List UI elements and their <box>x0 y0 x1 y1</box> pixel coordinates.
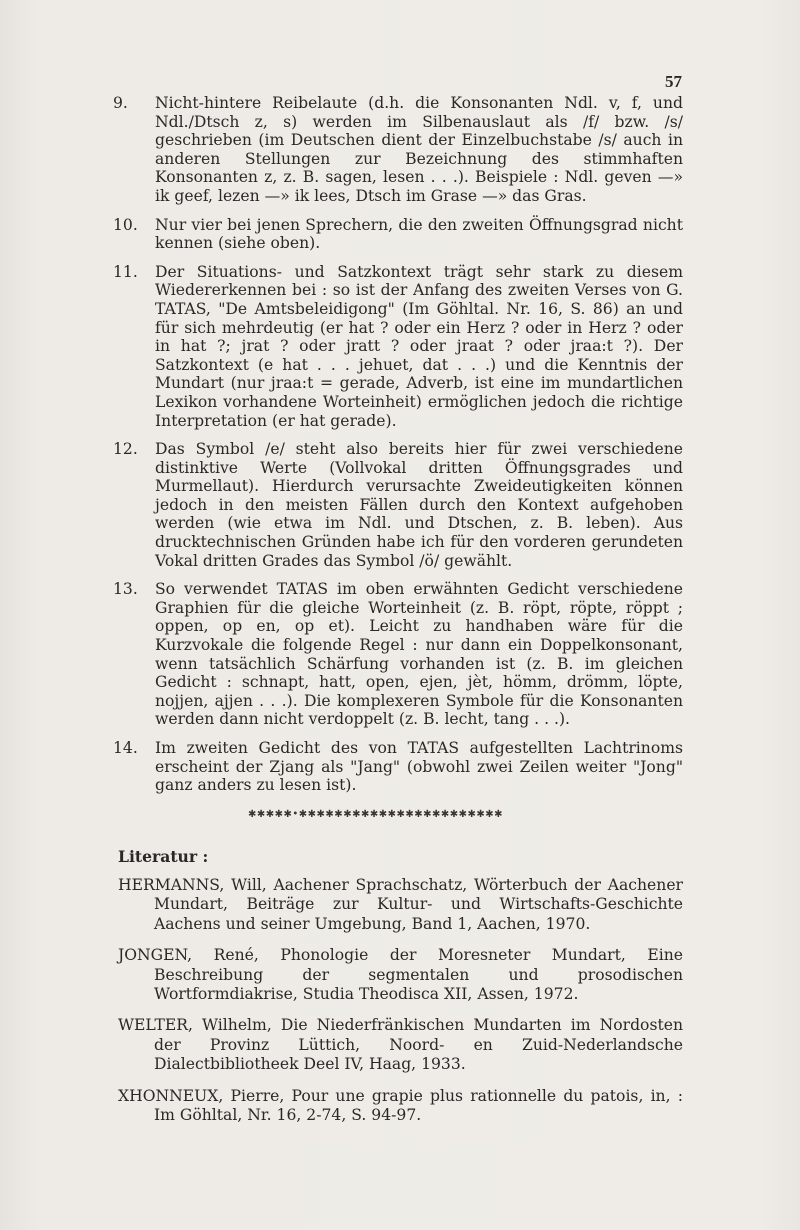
reference-entry: HERMANNS, Will, Aachener Sprachschatz, Wörterbuch der Aachener Mundart, Beiträge zur Kultur- und Wirtschafts-Geschichte Aachens und seiner Umgebung, Band 1, Aachen, 1970. <box>118 876 683 933</box>
footnote <box>113 440 683 570</box>
literature-heading: Literatur : <box>118 847 209 866</box>
footnote-number: 14. <box>113 739 138 757</box>
references-list <box>118 876 683 1137</box>
footnote <box>113 216 683 253</box>
reference-entry: JONGEN, René, Phonologie der Moresneter Mundart, Eine Beschreibung der segmentalen und prosodischen Wortformdiakrise, Studia Theodisca XII, Assen, 1972. <box>118 946 683 1004</box>
page-number: 57 <box>665 72 682 91</box>
footnote-number: 9. <box>113 94 128 112</box>
footnote-number: 12. <box>113 440 138 459</box>
footnote <box>113 94 683 206</box>
footnote-text: Das Symbol /e/ steht also bereits hier für zwei verschiedene distinktive Werte (Vollvokal dritten Öffnungsgrades und Murmellaut). Hierdurch verursachte Zweideutigkeiten können jedoch in den meisten Fällen durch den Kontext aufgehoben werden (wie etwa im Ndl. und Dtschen, z. B. leben). Aus drucktechnischen Gründen habe ich für den vorderen gerundeten Vokal dritten Grades das Symbol /ö/ gewählt. <box>155 440 683 570</box>
footnote-text: So verwendet TATAS im oben erwähnten Gedicht verschiedene Graphien für die gleiche Worteinheit (z. B. röpt, röpte, röppt ; oppen, op en, op et). Leicht zu handhaben wäre für die Kurzvokale die folgende Regel : nur dann ein Doppelkonsonant, wenn tatsächlich Schärfung vorhanden ist (z. B. im gleichen Gedicht : schnapt, hatt, open, ejen, jèt, hömm, drömm, löpte, nojjen, ajjen . . .). Die komplexeren Symbole für die Konsonanten werden dann nicht verdoppelt (z. B. lecht, tang . . .). <box>155 580 683 729</box>
reference-entry: XHONNEUX, Pierre, Pour une grapie plus rationnelle du patois, in, : Im Göhltal, Nr. 16, 2-74, S. 94-97. <box>118 1086 683 1125</box>
footnote-text: Nicht-hintere Reibelaute (d.h. die Konsonanten Ndl. v, f, und Ndl./Dtsch z, s) werden im Silbenauslaut als /f/ bzw. /s/ geschrieben (im Deutschen dient der Einzelbuchstabe /s/ auch in anderen Stellungen zur Bezeichnung des stimmhaften Konsonanten z, z. B. sagen, lesen . . .). Beispiele : Ndl. geven —» ik geef, lezen —» ik lees, Dtsch im Grase —» das Gras. <box>155 94 683 205</box>
reference-entry: WELTER, Wilhelm, Die Niederfränkischen Mundarten im Nordosten der Provinz Lüttich, Noord- en Zuid-Nederlandsche Dialectbibliotheek Deel IV, Haag, 1933. <box>118 1016 683 1074</box>
footnote-number: 11. <box>113 262 138 281</box>
footnote <box>113 580 683 729</box>
ornamental-divider: ✱✱✱✱✱•✱✱✱✱✱✱✱✱✱✱✱✱✱✱✱✱✱✱✱✱✱✱✱ <box>248 809 504 820</box>
footnote-text: Im zweiten Gedicht des von TATAS aufgestellten Lachtrinoms erscheint der Zjang als "Jang" (obwohl zwei Zeilen weiter "Jong" ganz anders zu lesen ist). <box>155 739 683 795</box>
footnote-number: 10. <box>113 215 138 234</box>
footnote <box>113 263 683 430</box>
footnotes-list <box>113 94 683 805</box>
footnote-number: 13. <box>113 580 138 599</box>
footnote <box>113 739 683 795</box>
footnote-text: Nur vier bei jenen Sprechern, die den zweiten Öffnungsgrad nicht kennen (siehe oben). <box>155 215 683 253</box>
footnote-text: Der Situations- und Satzkontext trägt sehr stark zu diesem Wiedererkennen bei : so ist der Anfang des zweiten Verses von G. TATAS, "De Amtsbeleidigong" (Im Göhltal. Nr. 16, S. 86) an und für sich mehrdeutig (er hat ? oder ein Herz ? oder in Herz ? oder in hat ?; jrat ? oder jratt ? oder jraat ? oder jraa:t ?). Der Satzkontext (e hat . . . jehuet, dat . . .) und die Kenntnis der Mundart (nur jraa:t = gerade, Adverb, ist eine im mundartlichen Lexikon vorhandene Worteinheit) ermöglichen jedoch die richtige Interpretation (er hat gerade). <box>155 262 683 430</box>
